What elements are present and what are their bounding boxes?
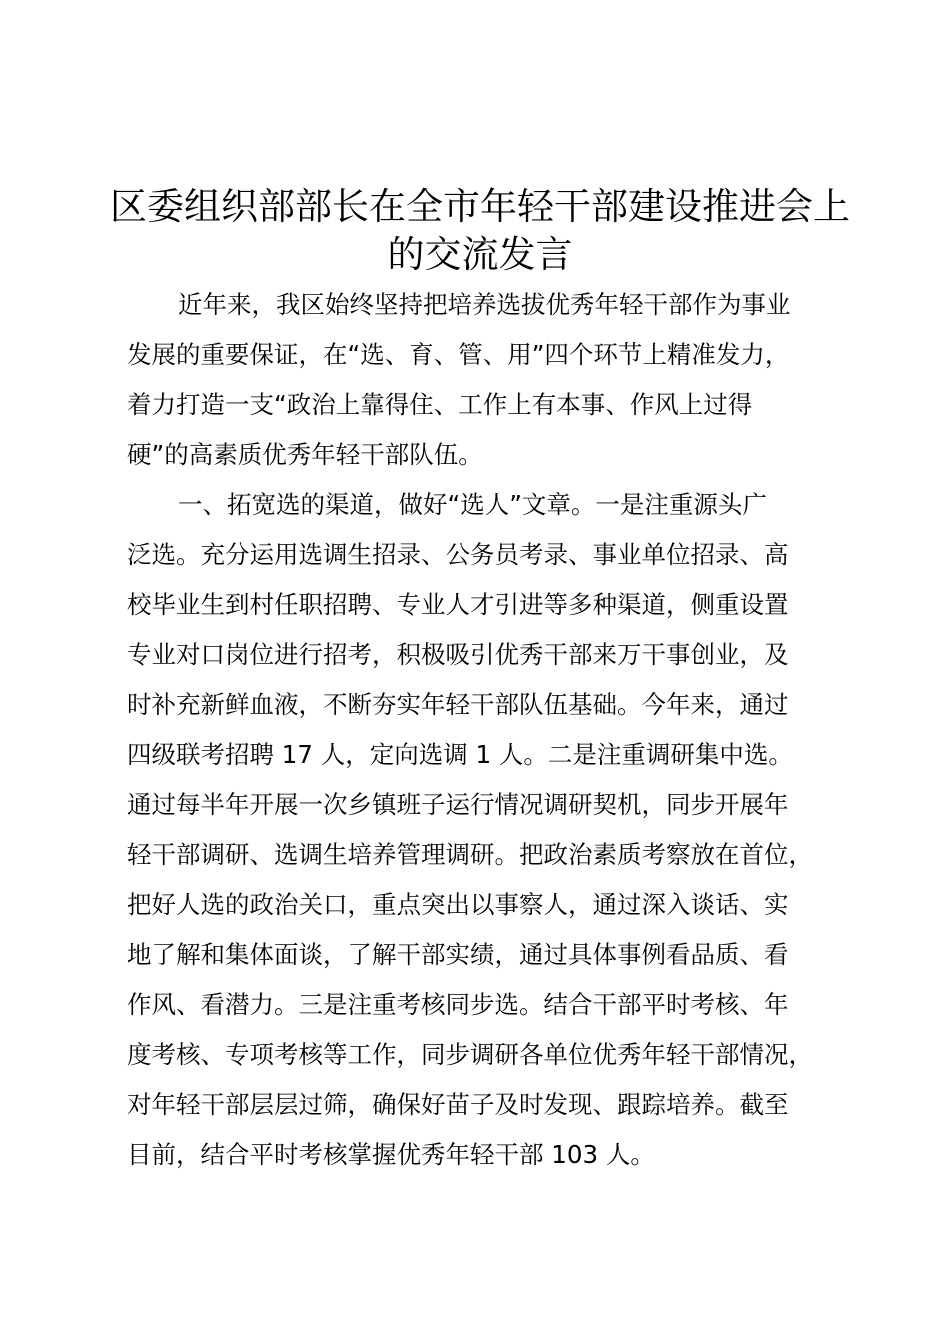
paragraph-section-one <box>127 480 867 1180</box>
paragraph-line: 地了解和集体面谈，了解干部实绩，通过具体事例看品质、看 <box>127 940 789 969</box>
document-title-line-2: 的交流发言 <box>387 233 573 276</box>
paragraph-line: 近年来，我区始终坚持把培养选拔优秀年轻干部作为事业 <box>178 290 791 319</box>
paragraph-line: 度考核、专项考核等工作，同步调研各单位优秀年轻干部情况， <box>127 1040 813 1069</box>
paragraph-line: 目前，结合平时考核掌握优秀年轻干部 103 人。 <box>127 1140 655 1169</box>
paragraph-line: 时补充新鲜血液，不断夯实年轻干部队伍基础。今年来，通过 <box>127 690 789 719</box>
paragraph-line: 轻干部调研、选调生培养管理调研。把政治素质考察放在首位， <box>127 840 813 869</box>
paragraph-line: 四级联考招聘 17 人，定向选调 1 人。二是注重调研集中选。 <box>127 740 793 769</box>
paragraph-line: 一、拓宽选的渠道，做好“选人”文章。一是注重源头广 <box>178 490 767 519</box>
paragraph-line: 发展的重要保证，在“选、育、管、用”四个环节上精准发力， <box>127 340 790 369</box>
document-title-line-1: 区委组织部部长在全市年轻干部建设推进会上 <box>110 185 850 228</box>
paragraph-line: 通过每半年开展一次乡镇班子运行情况调研契机，同步开展年 <box>127 790 789 819</box>
paragraph-line: 专业对口岗位进行招考，积极吸引优秀干部来万干事创业，及 <box>127 640 789 669</box>
paragraph-line: 着力打造一支“政治上靠得住、工作上有本事、作风上过得 <box>127 390 753 419</box>
paragraph-line: 泛选。充分运用选调生招录、公务员考录、事业单位招录、高 <box>127 540 789 569</box>
paragraph-line: 校毕业生到村任职招聘、专业人才引进等多种渠道，侧重设置 <box>127 590 789 619</box>
paragraph-line: 硬”的高素质优秀年轻干部队伍。 <box>127 440 483 469</box>
paragraph-intro <box>127 280 867 480</box>
paragraph-line: 把好人选的政治关口，重点突出以事察人，通过深入谈话、实 <box>127 890 789 919</box>
document-body <box>127 280 867 1180</box>
paragraph-line: 作风、看潜力。三是注重考核同步选。结合干部平时考核、年 <box>127 990 789 1019</box>
paragraph-line: 对年轻干部层层过筛，确保好苗子及时发现、跟踪培养。截至 <box>127 1090 789 1119</box>
